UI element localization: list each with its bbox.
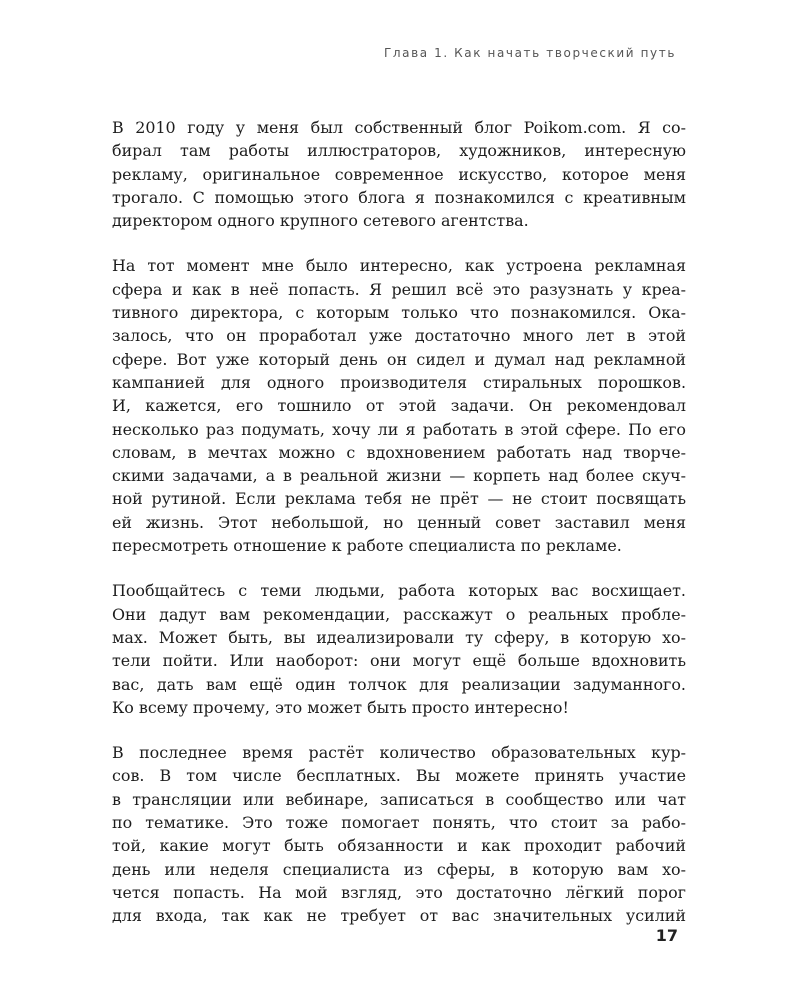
text-line: скими задачами, а в реальной жизни — корпеть над более скуч- bbox=[112, 466, 686, 486]
text-line: мах. Может быть, вы идеализировали ту сферу, в которую хо- bbox=[112, 627, 686, 647]
text-line: вас, дать вам ещё один толчок для реализации задуманного. bbox=[112, 674, 686, 694]
text-line: Пообщайтесь с теми людьми, работа которых вас восхищает. bbox=[112, 581, 686, 601]
paragraph bbox=[112, 741, 686, 927]
text-line: несколько раз подумать, хочу ли я работать в этой сфере. По его bbox=[112, 419, 686, 439]
text-line: И, кажется, его тошнило от этой задачи. Он рекомендовал bbox=[112, 396, 686, 416]
text-line: залось, что он проработал уже достаточно много лет в этой bbox=[112, 326, 686, 346]
text-line: Ко всему прочему, это может быть просто интересно! bbox=[112, 697, 569, 717]
text-line: директором одного крупного сетевого агентства. bbox=[112, 211, 529, 231]
text-line: словам, в мечтах можно с вдохновением работать над творче- bbox=[112, 442, 686, 462]
text-line: сов. В том числе бесплатных. Вы можете принять участие bbox=[112, 766, 686, 786]
paragraph bbox=[112, 116, 686, 232]
text-line: В 2010 году у меня был собственный блог Poikom.com. Я со- bbox=[112, 118, 686, 137]
text-line: пересмотреть отношение к работе специалиста по рекламе. bbox=[112, 536, 622, 556]
paragraph bbox=[112, 254, 686, 557]
text-line: для входа, так как не требует от вас значительных усилий bbox=[112, 906, 686, 926]
body-text bbox=[112, 116, 686, 950]
text-line: На тот момент мне было интересно, как устроена рекламная bbox=[112, 256, 686, 276]
page-number: 17 bbox=[655, 926, 678, 945]
text-line: день или неделя специалиста из сферы, в которую вам хо- bbox=[112, 859, 686, 879]
paragraph bbox=[112, 579, 686, 719]
text-line: В последнее время растёт количество образовательных кур- bbox=[112, 743, 686, 763]
text-line: по тематике. Это тоже помогает понять, что стоит за рабо- bbox=[112, 813, 686, 833]
text-line: кампанией для одного производителя стиральных порошков. bbox=[112, 372, 686, 392]
text-line: чется попасть. На мой взгляд, это достаточно лёгкий порог bbox=[112, 882, 686, 902]
text-line: в трансляции или вебинаре, записаться в сообщество или чат bbox=[112, 789, 686, 809]
text-line: трогало. С помощью этого блога я познакомился с креативным bbox=[112, 187, 686, 207]
text-line: бирал там работы иллюстраторов, художников, интересную bbox=[112, 141, 686, 161]
text-line: ей жизнь. Этот небольшой, но ценный совет заставил меня bbox=[112, 512, 686, 532]
text-line: той, какие могут быть обязанности и как проходит рабочий bbox=[112, 836, 686, 856]
text-line: Они дадут вам рекомендации, расскажут о реальных пробле- bbox=[112, 604, 686, 624]
text-line: сфера и как в неё попасть. Я решил всё это разузнать у креа- bbox=[112, 279, 686, 299]
text-line: рекламу, оригинальное современное искусство, которое меня bbox=[112, 164, 686, 184]
text-line: тивного директора, с которым только что познакомился. Ока- bbox=[112, 303, 686, 323]
text-line: тели пойти. Или наоборот: они могут ещё больше вдохновить bbox=[112, 651, 686, 671]
text-line: ной рутиной. Если реклама тебя не прёт — не стоит посвящать bbox=[112, 489, 686, 509]
running-head: Глава 1. Как начать творческий путь bbox=[383, 46, 676, 60]
text-line: сфере. Вот уже который день он сидел и думал над рекламной bbox=[112, 349, 686, 369]
